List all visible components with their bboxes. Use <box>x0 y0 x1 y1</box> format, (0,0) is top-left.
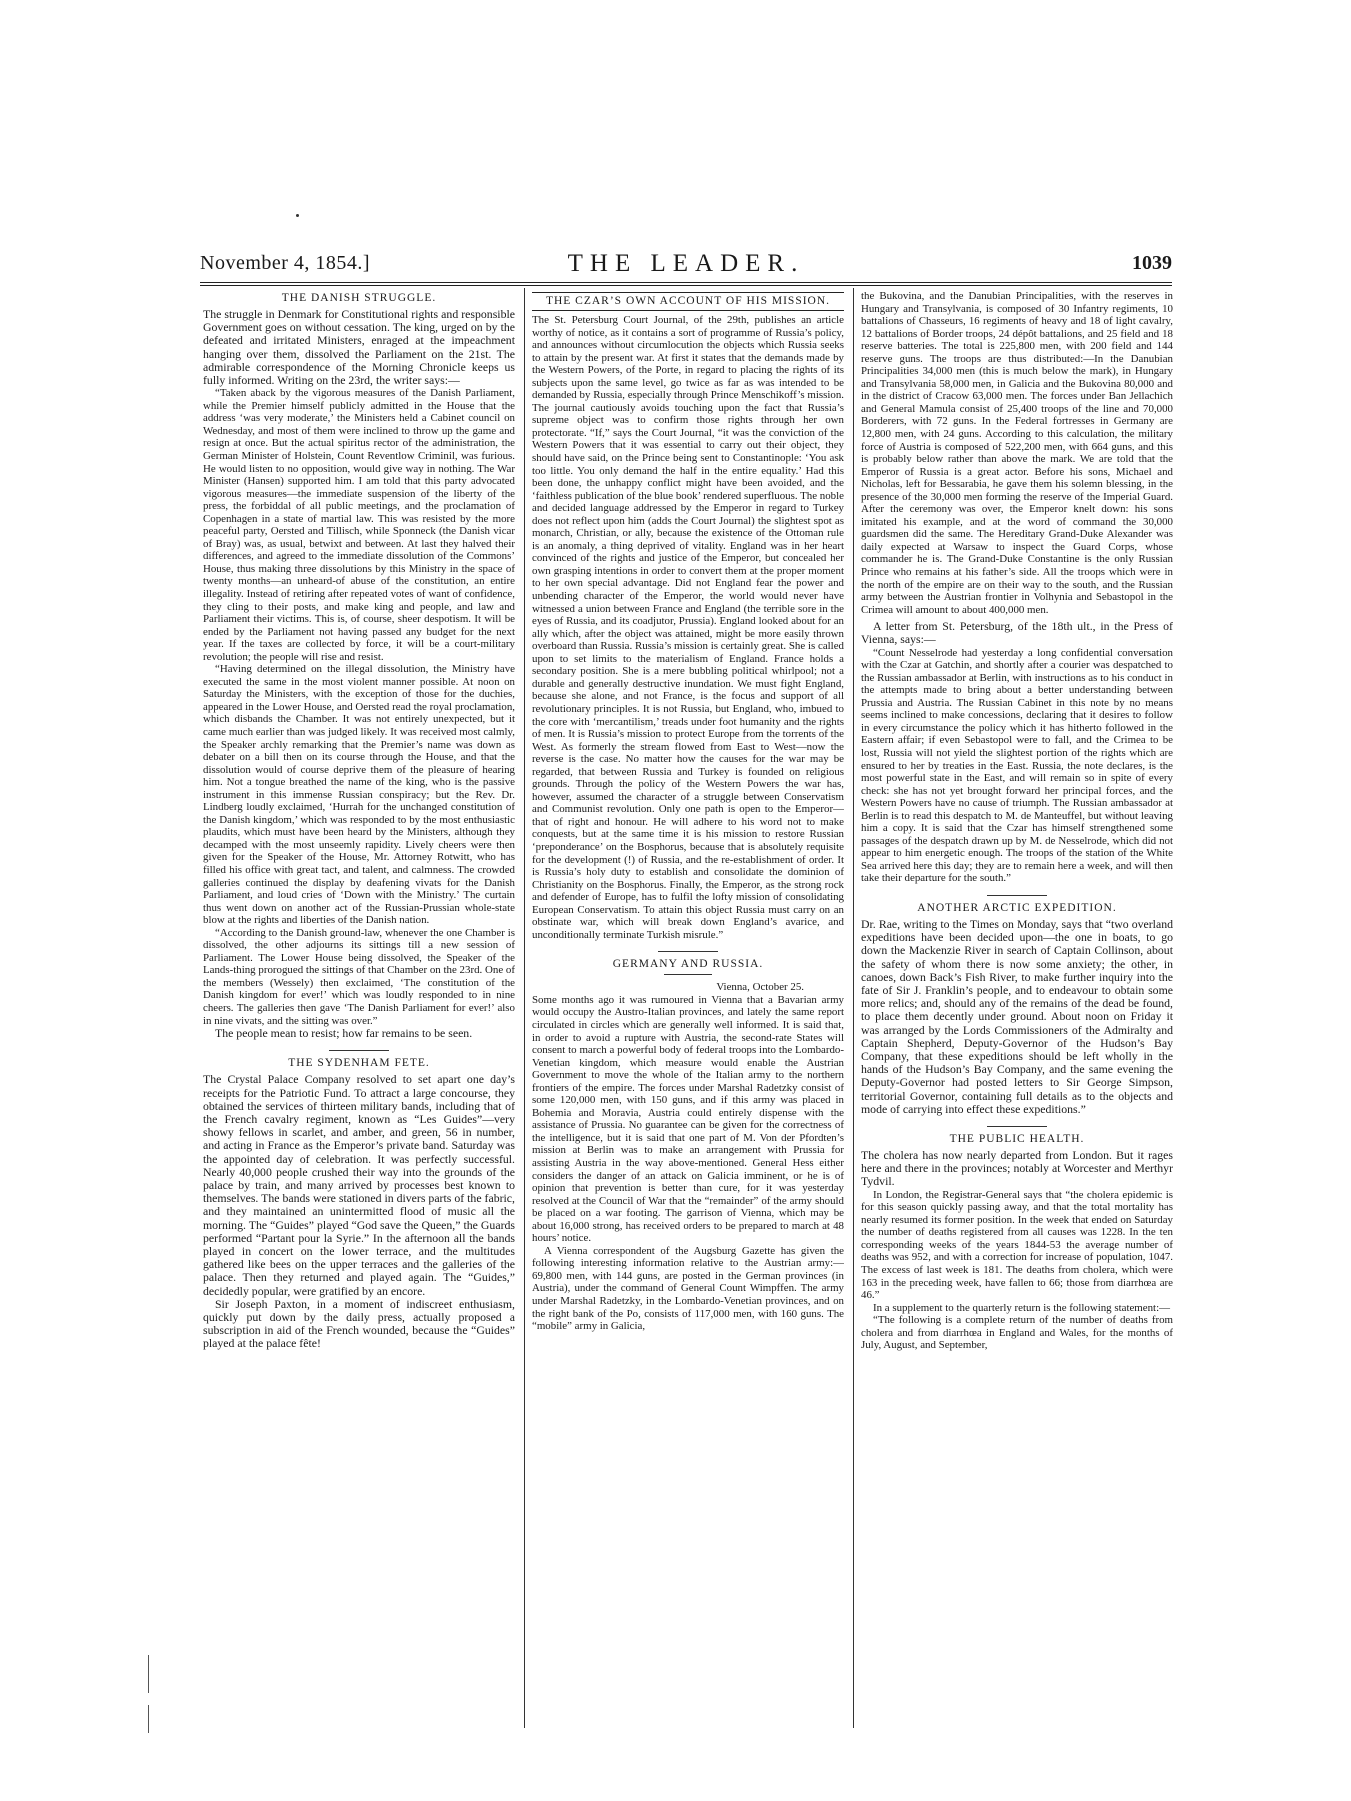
germany-paragraph: Some months ago it was rumoured in Vienna that a Bavarian army would occupy the Austro-Italian provinces, and lately the same report circulated in circles which are generally well informed. It is said that, in order to avoid a rupture with Austria, the second-rate States will consent to march a powerful body of federal troops into the Lombardo-Venetian kingdom, which measure would enable the Austrian Government to move the whole of the Italian army to the northern frontiers of the empire. The forces under Marshal Radetzky consist of some 120,000 men, with 150 guns, and if this army was placed in Bohemia and Moravia, Austria could entirely dispense with the assistance of Prussia. No guarantee can be given for the correctness of the intelligence, but it is said that one part of M. Von der Pfordten’s mission at Berlin was to make an arrangement with Prussia for assisting Austria in the way above-mentioned. General Hess either considers the danger of an attack on Galicia imminent, or he is of opinion that prevention is better than cure, for it was yesterday resolved at the Council of War that the “remainder” of the army should be placed on a war footing. The garrison of Vienna, which may be about 16,000 strong, has received orders to be prepared to march at 48 hours’ notice. <box>532 993 844 1245</box>
czar-account-heading: THE CZAR’S OWN ACCOUNT OF HIS MISSION. <box>532 292 844 311</box>
margin-mark <box>148 1705 149 1733</box>
health-paragraph: In a supplement to the quarterly return is the following statement:— <box>873 1301 1170 1314</box>
public-health-heading: THE PUBLIC HEALTH. <box>949 1133 1085 1146</box>
sydenham-paragraph: Sir Joseph Paxton, in a moment of indiscreet enthusiasm, quickly put down by the daily press, actually proposed a subscription in aid of the French wounded, because the “Guides” played at the palace fête! <box>203 1296 515 1351</box>
germany-paragraph: A Vienna correspondent of the Augsburg Gazette has given the following interesting information relative to the Austrian army:—69,800 men, with 144 guns, are posted in the German provinces (in Austria), under the command of General Count Wimpffen. The army under Marshal Radetzky, in the Lombardo-Venetian provinces, and on the right bank of the Po, consists of 117,000 men, with 160 guns. The “mobile” army in Galicia, <box>532 1244 844 1333</box>
health-paragraph: In London, the Registrar-General says that “the cholera epidemic is for this season quickly passing away, and that the total mortality has nearly resumed its former position. In the week that ended on Saturday the number of deaths registered from all causes was 1228. In the ten corresponding weeks of the years 1844-53 the average number of deaths was 952, and with a correction for increase of population, 1047. The excess of last week is 181. The deaths from cholera, which were 163 in the preceding week, have fallen to 66; those from diarrhœa are 46.” <box>861 1188 1173 1302</box>
danish-quote-paragraph: “Taken aback by the vigorous measures of the Danish Parliament, while the Premier himself publicly admitted in the House that the address ‘was very moderate,’ the Ministers held a Cabinet council on Wednesday, and most of them were inclined to throw up the game and resign at once. But the actual spiritus rector of the administration, the German Minister of Holstein, Count Reventlow Criminil, was furious. He would listen to no opposition, would give way in nothing. The War Minister (Hansen) supported him. I am told that this party advocated vigorous measures—the immediate suspension of the liberty of the press, the forbiddal of all public meetings, and the proclamation of Copenhagen in a state of martial law. This was resisted by the more peaceful party, Oersted and Tillisch, while Sponneck (the Danish vicar of Bray) was, as usual, betwixt and between. At last they halved their differences, and agreed to the immediate dissolution of the Commons’ House, thus making three dissolutions by this Ministry in the space of twenty months—an unheard-of abuse of the constitution, an entire illegality. Instead of retiring after repeated votes of want of confidence, they cling to their posts, and make king and people, and law and Parliament their victims. This is, of course, sheer despotism. It will be ended by the Parliament not having passed any budget for the next year. If the taxes are collected by force, it will be a court-military revolution; the people will rise and resist. <box>203 387 515 663</box>
czar-paragraph: The St. Petersburg Court Journal, of the 29th, publishes an article worthy of notice, as it contains a sort of programme of Russia’s policy, and announces without circumlocution the objects which Russia seeks to attain by the present war. At first it states that the demands made by the Western Powers, of the Porte, in regard to placing the rights of its subjects upon the same level, go twice as far as was intended to be demanded by Russia, especially through Prince Menschikoff’s mission. The journal cautiously avoids touching upon the fact that Russia’s supreme object was to confirm those rights through her own protectorate. “If,” says the Court Journal, “it was the conviction of the Western Powers that it was essential to carry out their object, they should have said, on the Prince being sent to Constantinople: ‘You ask too little. You only demand the half in the entire equality.’ Had this been done, the unhappy conflict might have been avoided, and the ‘faithless publication of the blue book’ rendered superfluous. The noble and decided language addressed by the Emperor in regard to Turkey does not reflect upon him (adds the Court Journal) the slightest spot as monarch, Christian, or ally, because the existence of the Ottoman rule is an anomaly, a thing deprived of vitality. England was in her heart convinced of the rights and justice of the Emperor, but concealed her own grasping intentions in order to convert them at the proper moment to her own special advantage. Did not England fear the power and unbending character of the Emperor, the world would never have witnessed a union between France and England (the terrible sore in the eyes of Russia, and its coadjutor, Prussia). England looked about for an ally which, after the object was attained, might be more easily thrown overboard than Russia. Russia’s mission is certainly great. She is called upon to set limits to the materialism of England. France holds a secondary position. She is a mere bubbling political whirlpool; not a durable and generally destructive inundation. We must fight England, because she alone, and not France, is the focus and support of all revolutionary principles. It is not Russia, but England, who, imbued to the core with ‘mercantilism,’ treads under foot humanity and the rights of men. It is Russia’s mission to protect Europe from the torrents of the West. As formerly the stream flowed from East to West—now the reverse is the case. No matter how the causes for the war may be regarded, that between Russia and Turkey is founded on religious grounds. Through the policy of the Western Powers the war has, however, assumed the character of a struggle between Conservatism and Communist revolution. Only one path is open to the Emperor—that of right and honour. He will adhere to his word not to make conquests, but at the same time it is his mission to restore Russian ‘preponderance’ on the Bosphorus, because that is absolutely requisite for the development (!) of Russia, and the re-establishment of order. It is Russia’s holy duty to establish and consolidate the dominion of Christianity on the Bosphorus. Finally, the Emperor, as the strong rock and defender of Europe, has to fulfil the lofty mission of consolidating European Conservatism. To attain this object Russia must carry on an obstinate war, which will break down England’s avarice, and unconditionally terminate Turkish misrule.” <box>532 314 844 941</box>
column-3 <box>861 290 1173 1730</box>
letter-intro-paragraph: A letter from St. Petersburg, of the 18th ult., in the Press of Vienna, says:— <box>861 619 1173 647</box>
column-rule-2 <box>853 288 854 1728</box>
masthead-rule <box>200 282 1172 283</box>
heading-underline <box>664 974 712 975</box>
nesselrode-quote-paragraph: “Count Nesselrode had yesterday a long confidential conversation with the Czar at Gatchin, and shortly after a courier was despatched to the Russian ambassador at Berlin, with instructions as to his conduct in the attempts made to bring about a better understanding between Prussia and Austria. The Russian Cabinet in this note by no means seems inclined to make concessions, declaring that it desires to follow in every circumstance the policy which it has hitherto followed in the Eastern affair; if even Sebastopol were to fall, and the Crimea to be lost, Russia will not yield the slightest portion of the rights which are ensured to her by treaties in the East. Russia, the note declares, is the most powerful state in the East, and will remain so in spite of every check: she has not yet brought forward her principal forces, and the Western Powers have no cause of triumph. The Russian ambassador at Berlin is to read this despatch to M. de Manteuffel, but without leaving him a copy. It is said that the Czar has himself strengthened some passages of the despatch drawn up by M. de Nesselrode, which did not appear to him energetic enough. The troops of the station of the White Sea arrived here this day; they are to remain here a week, and will then take their departure for the south.” <box>861 646 1173 885</box>
danish-closing-paragraph: The people mean to resist; how far remains to be seen. <box>215 1026 473 1041</box>
germany-dateline: Vienna, October 25. <box>716 981 804 994</box>
margin-mark <box>148 1655 149 1693</box>
issue-date: November 4, 1854.] <box>200 252 371 274</box>
column-2 <box>532 290 844 1730</box>
section-separator <box>987 895 1047 896</box>
section-separator <box>987 1126 1047 1127</box>
arctic-expedition-heading: ANOTHER ARCTIC EXPEDITION. <box>917 902 1117 915</box>
masthead <box>200 252 1172 276</box>
danish-struggle-heading: THE DANISH STRUGGLE. <box>281 292 437 304</box>
danish-quote-paragraph: “Having determined on the illegal dissolution, the Ministry have executed the same in the most violent manner possible. At noon on Saturday the Ministers, with the exception of those for the duchies, appeared in the Lower House, and Oersted read the royal proclamation, which disbands the Chamber. It was not entirely unexpected, but it came much earlier than was judged likely. It was received most calmly, the Speaker archly remarking that the Premier’s name was down as debater on a bill then on its course through the House, and that the dissolution would of course deprive them of the pleasure of hearing him. Not a tongue breathed the name of the king, who is the passive instrument in this immense Russian conspiracy; but the Rev. Dr. Lindberg loudly exclaimed, ‘Hurrah for the unchanged constitution of the Danish kingdom,’ which was responded to by the most enthusiastic plaudits, which must have been heard by the Ministers, although they decamped with the most unseemly rapidity. Lively cheers were then given for the Speaker of the House, Mr. Attorney Rotwitt, who has filled his office with great tact, and talent, and calmness. The crowded galleries continued the display by deafening vivats for the Danish Parliament, and loud cries of ‘Down with the Ministry.’ The curtain thus went down on another act of the Russian-Prussian whole-state blow at the rights and liberties of the Danish nation. <box>203 663 515 927</box>
danish-paragraph: The struggle in Denmark for Constitutional rights and responsible Government goes on without cessation. The king, urged on by the defeated and irritated Ministers, enraged at the impeachment hanging over them, dissolved the Parliament on the 21st. The admirable correspondence of the Morning Chronicle keeps us fully informed. Writing on the 23rd, the writer says:— <box>203 307 515 388</box>
column-1 <box>203 290 515 1730</box>
column-rule-1 <box>524 288 525 1728</box>
danish-quote-paragraph: “According to the Danish ground-law, whenever the one Chamber is dissolved, the other adjourns its sittings till a new session of Parliament. The Lower House being dissolved, the Speaker of the Lands-thing prorogued the sittings of that Chamber on the 23rd. One of the members (Wessely) then exclaimed, ‘The constitution of the Danish kingdom for ever!’ which was loudly responded to in nine cheers. The galleries then gave ‘The Danish Parliament for ever!’ also in nine vivats, and the sitting was over.” <box>203 926 515 1027</box>
section-separator <box>658 951 718 952</box>
newspaper-title: THE LEADER. <box>567 250 805 277</box>
austria-continued-paragraph: the Bukovina, and the Danubian Principalities, with the reserves in Hungary and Transylvania, is composed of 30 Infantry regiments, 10 battalions of Chasseurs, 16 regiments of heavy and 18 of light cavalry, 12 battalions of Border troops, 24 dépôt battalions, and 25 field and 18 reserve batteries. The total is 225,800 men, with 200 field and 144 reserve guns. The troops are thus distributed:—In the Danubian Principalities 34,000 men (this is much below the mark), in Hungary and Transylvania 58,000 men, in Galicia and the Bukovina 80,000 and in the district of Cracow 63,000 men. The forces under Ban Jellachich and General Mamula consist of 25,400 troops of the line and 70,000 Borderers, with 72 guns. In the Federal fortresses in Germany are 12,800 men, with 24 guns. According to this calculation, the military force of Austria is composed of 522,200 men, with 664 guns, and this is probably below rather than above the mark. We are told that the Emperor of Russia is a great actor. Before his sons, Michael and Nicholas, left for Bessarabia, he gave them his solemn blessing, in the presence of the 30,000 men forming the reserve of the Imperial Guard. After the ceremony was over, the Emperor knelt down: his sons imitated his example, and at the word of command the 30,000 guardsmen did the same. The Hereditary Grand-Duke Alexander was daily expected at Warsaw to inspect the Guard Corps, whose commander he is. The Grand-Duke Constantine is the only Russian Prince who remains at his father’s side. All the troops which were in the north of the empire are on their way to the south, and the Russian army between the Austrian frontier in Volhynia and Sebastopol in the Crimea will amount to about 400,000 men. <box>861 290 1173 616</box>
sydenham-fete-heading: THE SYDENHAM FETE. <box>288 1057 430 1070</box>
stray-ink-dot <box>296 214 299 217</box>
masthead-rule-double <box>200 285 1172 286</box>
page-number: 1039 <box>1132 252 1172 274</box>
health-paragraph: “The following is a complete return of the number of deaths from cholera and from diarrhœa in England and Wales, for the months of July, August, and September, <box>861 1314 1173 1352</box>
germany-russia-heading: GERMANY AND RUSSIA. <box>612 958 764 971</box>
section-separator <box>329 1050 389 1051</box>
health-paragraph: The cholera has now nearly departed from London. But it rages here and there in the provinces; notably at Worcester and Merthyr Tydvil. <box>861 1148 1173 1189</box>
arctic-paragraph: Dr. Rae, writing to the Times on Monday, says that “two overland expeditions have been decided upon—the one in boats, to go down the Mackenzie River in search of Captain Collinson, about the safety of whom there is now some anxiety; the other, in canoes, down Back’s Fish River, to make further inquiry into the fate of Sir J. Franklin’s people, and to endeavour to obtain some more relics; and, should any of the remains of the dead be found, to place them decently under ground. About noon on Friday it was arranged by the Lords Commissioners of the Admiralty and Captain Shepherd, Deputy-Governor of the Hudson’s Bay Company, that these expeditions should be left wholly in the hands of the Hudson’s Bay Company, and the same evening the Deputy-Governor had posted letters to Sir George Simpson, territorial Governor, containing full details as to the objects and mode of carrying into effect these expeditions.” <box>861 917 1173 1116</box>
sydenham-paragraph: The Crystal Palace Company resolved to set apart one day’s receipts for the Patriotic Fund. To attract a large concourse, they obtained the services of thirteen military bands, including that of the French cavalry regiment, known as “Les Guides”—very showy fellows in scarlet, and amber, and green, 56 in number, and acting in France as the Emperor’s private band. Saturday was the appointed day of celebration. It was perfectly successful. Nearly 40,000 people crushed their way into the grounds of the palace by train, and many arrived by processes best known to themselves. The bands were stationed in divers parts of the fabric, and they maintained an unintermitted flood of music all the morning. The “Guides” played “God save the Queen,” the Guards performed “Partant pour la Syrie.” In the afternoon all the bands played in concert on the lower terrace, and the multitudes gathered like bees on the upper terraces and the galleries of the palace. Then they returned and played again. The “Guides,” decidedly popular, were gratified by an encore. <box>203 1072 515 1298</box>
